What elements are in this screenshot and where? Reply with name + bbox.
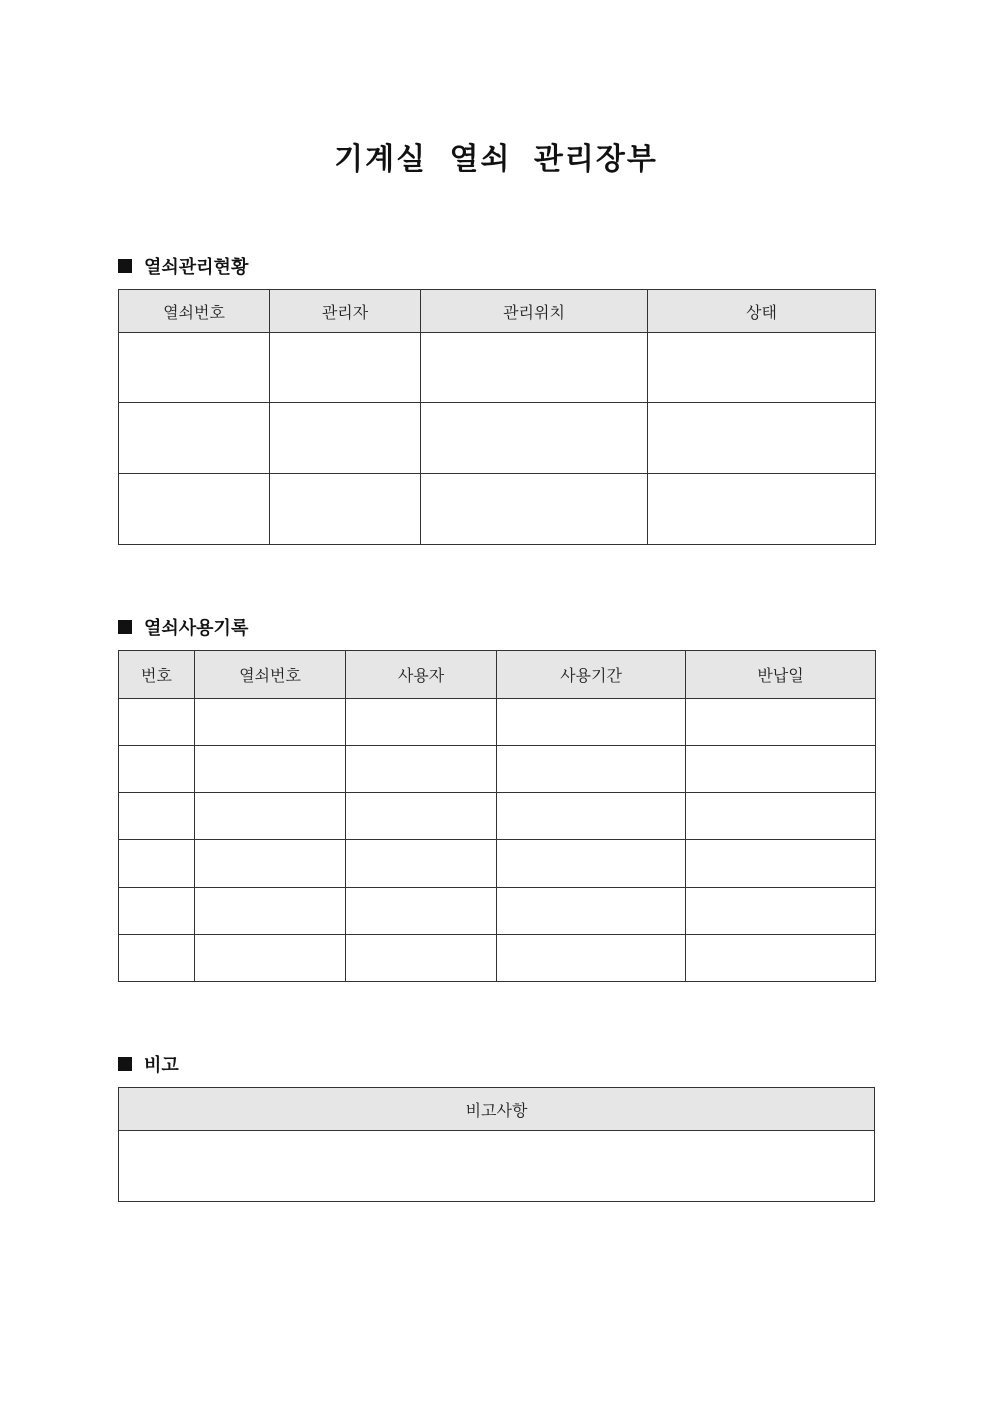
table-cell[interactable] (270, 474, 421, 545)
table-cell[interactable] (497, 793, 686, 840)
column-header-usage-period: 사용기간 (497, 651, 686, 699)
table-cell[interactable] (686, 888, 876, 935)
table-cell[interactable] (195, 746, 346, 793)
table-row (119, 793, 876, 840)
square-bullet-icon (118, 1057, 132, 1071)
key-status-table (118, 289, 876, 545)
column-header-number: 번호 (119, 651, 195, 699)
table-cell[interactable] (119, 888, 195, 935)
table-cell[interactable] (648, 403, 876, 474)
section-heading-label: 열쇠사용기록 (144, 618, 249, 639)
column-header-status: 상태 (648, 290, 876, 333)
table-cell[interactable] (346, 699, 497, 746)
square-bullet-icon (118, 620, 132, 634)
section-heading-remarks (118, 1051, 179, 1077)
table-cell[interactable] (421, 333, 648, 403)
table-cell[interactable] (346, 746, 497, 793)
table-cell[interactable] (119, 793, 195, 840)
table-cell[interactable] (686, 699, 876, 746)
table-cell[interactable] (195, 840, 346, 888)
table-cell[interactable] (195, 888, 346, 935)
table-cell[interactable] (195, 699, 346, 746)
table-cell[interactable] (119, 474, 270, 545)
table-cell[interactable] (497, 888, 686, 935)
table-cell[interactable] (421, 403, 648, 474)
table-cell[interactable] (119, 746, 195, 793)
table-cell[interactable] (119, 333, 270, 403)
column-header-user: 사용자 (346, 651, 497, 699)
table-header-row (119, 290, 876, 333)
table-cell[interactable] (497, 840, 686, 888)
table-cell[interactable] (346, 840, 497, 888)
table-cell[interactable] (686, 840, 876, 888)
table-cell[interactable] (119, 840, 195, 888)
table-row (119, 474, 876, 545)
section-heading-label: 비고 (144, 1055, 179, 1076)
table-cell[interactable] (497, 746, 686, 793)
column-header-return-date: 반납일 (686, 651, 876, 699)
table-row (119, 888, 876, 935)
table-row (119, 403, 876, 474)
section-heading-key-status (118, 253, 248, 279)
section-heading-usage-log (118, 614, 248, 640)
column-header-remarks: 비고사항 (119, 1088, 875, 1131)
column-header-manager: 관리자 (270, 290, 421, 333)
table-cell[interactable] (497, 699, 686, 746)
section-heading-label: 열쇠관리현황 (144, 257, 249, 278)
table-cell[interactable] (346, 793, 497, 840)
table-row (119, 935, 876, 982)
document-title: 기계실 열쇠 관리장부 (334, 142, 658, 177)
table-cell[interactable] (195, 793, 346, 840)
remarks-table (118, 1087, 875, 1202)
table-cell[interactable] (346, 888, 497, 935)
table-cell[interactable] (195, 935, 346, 982)
table-row (119, 699, 876, 746)
table-cell[interactable] (270, 403, 421, 474)
table-cell[interactable] (686, 746, 876, 793)
column-header-location: 관리위치 (421, 290, 648, 333)
table-cell[interactable] (346, 935, 497, 982)
column-header-key-number: 열쇠번호 (195, 651, 346, 699)
table-cell[interactable] (648, 474, 876, 545)
table-row (119, 333, 876, 403)
usage-log-table (118, 650, 876, 982)
table-row (119, 1131, 875, 1202)
table-header-row (119, 651, 876, 699)
square-bullet-icon (118, 259, 132, 273)
table-cell[interactable] (119, 403, 270, 474)
table-cell[interactable] (421, 474, 648, 545)
table-cell[interactable] (686, 793, 876, 840)
table-cell[interactable] (497, 935, 686, 982)
column-header-key-number: 열쇠번호 (119, 290, 270, 333)
table-cell[interactable] (686, 935, 876, 982)
table-header-row (119, 1088, 875, 1131)
table-cell[interactable] (270, 333, 421, 403)
table-cell[interactable] (119, 935, 195, 982)
table-cell[interactable] (648, 333, 876, 403)
table-row (119, 840, 876, 888)
table-cell[interactable] (119, 699, 195, 746)
table-row (119, 746, 876, 793)
remarks-cell[interactable] (119, 1131, 875, 1202)
